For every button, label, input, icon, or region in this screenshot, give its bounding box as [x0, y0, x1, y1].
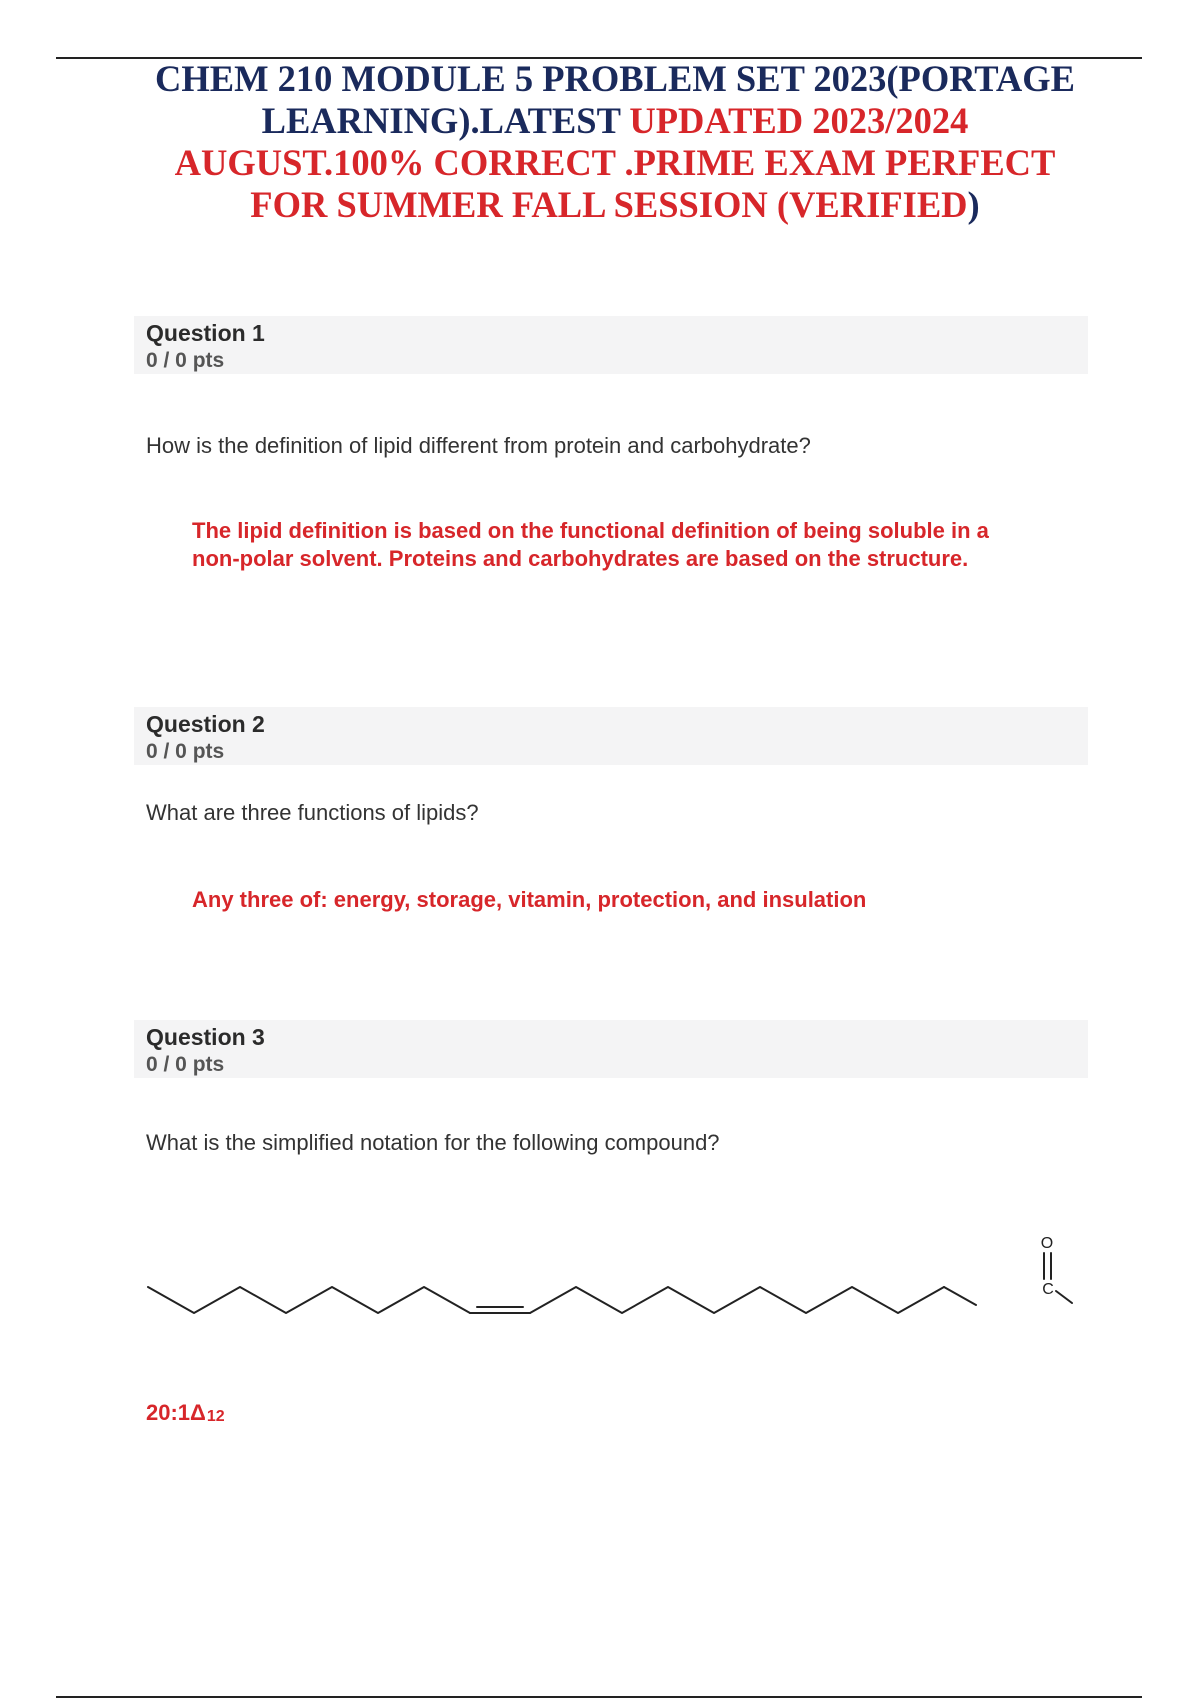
question-3-answer-main: 20:1Δ	[146, 1400, 206, 1425]
question-2-prompt: What are three functions of lipids?	[146, 800, 479, 825]
question-1-prompt: How is the definition of lipid different from protein and carbohydrate?	[146, 433, 811, 458]
chain-to-carbonyl	[944, 1287, 976, 1305]
c-o-bond	[1056, 1291, 1072, 1303]
question-3-answer	[146, 1400, 225, 1426]
question-2-header	[134, 707, 1088, 765]
title-part-navy: CHEM 210 MODULE 5 PROBLEM SET 2023(PORTAGE LEARNING).LATEST	[154, 58, 1076, 141]
question-2-answer: Any three of: energy, storage, vitamin, protection, and insulation	[192, 887, 867, 912]
title-part-red: UPDATED 2023/2024 AUGUST.100% CORRECT .PRIME EXAM PERFECT FOR SUMMER FALL SESSION (VERIFIED	[174, 100, 1056, 225]
bottom-rule	[56, 1696, 1142, 1698]
question-3-prompt: What is the simplified notation for the following compound?	[146, 1130, 720, 1155]
question-2-title: Question 2	[146, 711, 265, 737]
question-3-title: Question 3	[146, 1024, 265, 1050]
question-2-points: 0 / 0 pts	[146, 740, 225, 763]
question-1-header	[134, 316, 1088, 374]
title-part-closing: )	[967, 184, 980, 225]
question-3-header	[134, 1020, 1088, 1078]
question-1-answer: The lipid definition is based on the functional definition of being soluble in a non-polar solvent. Proteins and carbohydrates are based on the structure.	[192, 518, 989, 571]
oxygen-atom-label: O	[1040, 1235, 1054, 1252]
carbon-atom-label: C	[1042, 1281, 1054, 1298]
fatty-acid-structure	[140, 1215, 1080, 1315]
carbon-chain-left	[148, 1287, 470, 1313]
carbon-chain-right	[530, 1287, 944, 1313]
question-3-answer-subscript: 12	[206, 1408, 225, 1425]
question-3-points: 0 / 0 pts	[146, 1053, 225, 1076]
question-1-title: Question 1	[146, 320, 265, 346]
document-title	[140, 58, 1090, 226]
question-1-points: 0 / 0 pts	[146, 349, 225, 372]
